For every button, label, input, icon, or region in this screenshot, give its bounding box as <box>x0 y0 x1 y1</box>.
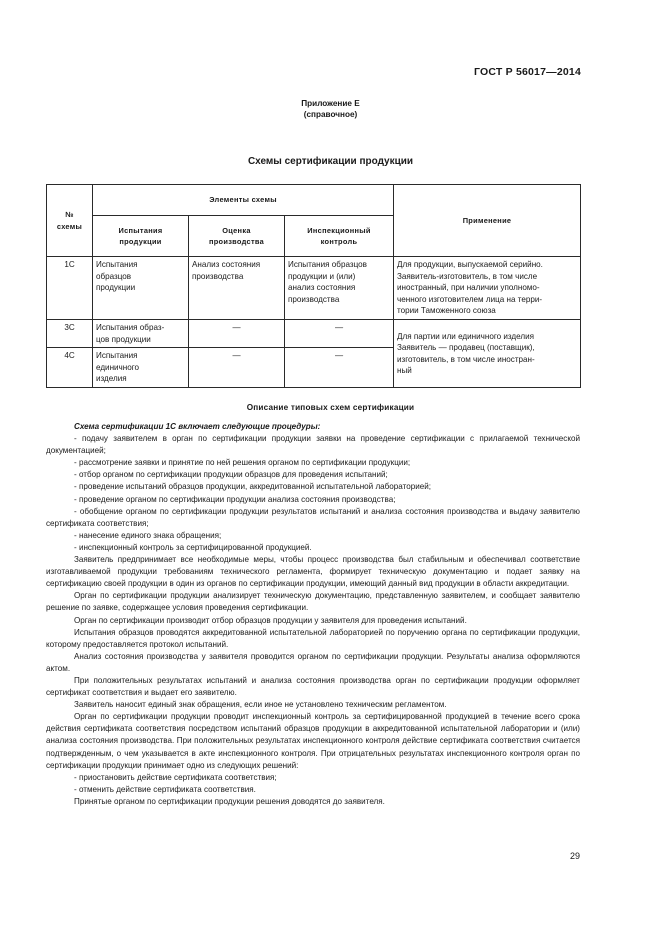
paragraph: - проведение органом по сертификации продукции анализа состояния производства; <box>74 494 396 504</box>
header-scheme-elements: Элементы схемы <box>93 185 394 216</box>
paragraph: - отменить действие сертификата соответствия. <box>74 784 256 794</box>
procedure-lead: Схема сертификации 1С включает следующие процедуры: <box>74 422 321 431</box>
table-row <box>47 320 581 348</box>
paragraph: Принятые органом по сертификации продукции решения доводятся до заявителя. <box>74 796 385 806</box>
paragraph: Заявитель наносит единый знак обращения, если иное не установлено техническим регламентом. <box>74 700 447 710</box>
paragraph: - нанесение единого знака обращения; <box>74 530 222 540</box>
paragraph: - приостановить действие сертификата соответствия; <box>74 772 277 782</box>
paragraph: - обобщение органом по сертификации продукции результатов испытаний и анализа состояния производства и выдачу заявителю сертификата соответствия; <box>46 506 580 528</box>
paragraph: Орган по сертификации продукции анализирует техническую документацию, представленную заявителем, и сообщает заявителю решение по заявке, содержащее условия проведения сертификации. <box>46 591 580 613</box>
header-product-tests: Испытания продукции <box>93 216 189 257</box>
production-evaluation-cell: — <box>189 348 285 388</box>
paragraph: Испытания образцов проводятся аккредитованной испытательной лабораторией по поручению органа по сертификации продукции, которому предоставляется протокол испытаний. <box>46 627 580 649</box>
paragraph: - инспекционный контроль за сертифицированной продукцией. <box>74 542 312 552</box>
production-evaluation-cell: Анализ состояния производства <box>189 257 285 320</box>
appendix-type: (справочное) <box>303 110 358 119</box>
product-tests-cell: Испытания образцов продукции <box>93 257 189 320</box>
inspection-control-cell: Испытания образцов продукции и (или) анализ состояния производства <box>285 257 394 320</box>
paragraph: Анализ состояния производства у заявителя проводится органом по сертификации продукции. Результаты анализа оформляются актом. <box>46 651 580 673</box>
paragraph: При положительных результатах испытаний и анализа состояния производства орган по сертификации продукции оформляет сертификат соответствия и выдает его заявителю. <box>46 675 580 698</box>
production-evaluation-cell: — <box>189 320 285 348</box>
inspection-control-cell: — <box>285 320 394 348</box>
section-subtitle: Описание типовых схем сертификации <box>246 403 415 412</box>
header-scheme-number: № схемы <box>47 185 93 257</box>
appendix-label: Приложение Е <box>301 99 360 108</box>
scheme-number: 4С <box>47 348 93 388</box>
paragraph: - рассмотрение заявки и принятие по ней решения органом по сертификации продукции; <box>74 458 411 468</box>
page-number: 29 <box>569 851 580 861</box>
page-title: Схемы сертификации продукции <box>247 156 414 167</box>
paragraph: - подачу заявителем в орган по сертификации продукции заявки на проведение сертификации с прилагаемой технической документацией; <box>46 434 580 456</box>
product-tests-cell: Испытания образ- цов продукции <box>93 320 189 348</box>
product-tests-cell: Испытания единичного изделия <box>93 348 189 388</box>
body-text <box>46 421 580 808</box>
table-row <box>47 257 581 320</box>
header-application: Применение <box>394 185 581 257</box>
paragraph: Заявитель предпринимает все необходимые меры, чтобы процесс производства был стабильным и обеспечивал соответствие изготавливаемой продукции требованиям технического регламента, формирует техническую документацию и подает заявку на сертификацию своей продукции в один из органов по сертификации продукции, имеющий данный вид продукции в области аккредитации. <box>46 555 580 589</box>
application-cell: Для продукции, выпускаемой серийно. Заявитель-изготовитель, в том числе иностранный, при наличии уполномо- ченного изготовителем лица на терри- тории Таможенного союза <box>394 257 581 320</box>
paragraph: - отбор органом по сертификации продукции образцов для проведения испытаний; <box>74 470 388 480</box>
application-cell-shared: Для партии или единичного изделия Заявитель — продавец (поставщик), изготовитель, в том числе иностран- ный <box>394 320 581 388</box>
paragraph: Орган по сертификации производит отбор образцов продукции у заявителя для проведения испытаний. <box>74 615 467 625</box>
paragraph: Орган по сертификации продукции проводит инспекционный контроль за сертифицированной продукцией в течение всего срока действия сертификата соответствия посредством испытаний образцов продукции в аккредитованной испытательной лаборатории и (или) анализа состояния производства. При положительных результатах инспекционного контроля действие сертификата соответствия считается подтвержденным, о чем указывается в акте инспекционного контроля. При отрицательных результатах инспекционного контроля орган по сертификации продукции принимает одно из следующих решений: <box>46 712 580 770</box>
scheme-number: 3С <box>47 320 93 348</box>
inspection-control-cell: — <box>285 348 394 388</box>
scheme-number: 1С <box>47 257 93 320</box>
header-inspection-control: Инспекционный контроль <box>285 216 394 257</box>
header-production-evaluation: Оценка производства <box>189 216 285 257</box>
certification-schemes-table <box>46 184 581 388</box>
document-id: ГОСТ Р 56017—2014 <box>473 66 581 78</box>
paragraph: - проведение испытаний образцов продукции, аккредитованной испытательной лабораторией; <box>74 482 432 492</box>
